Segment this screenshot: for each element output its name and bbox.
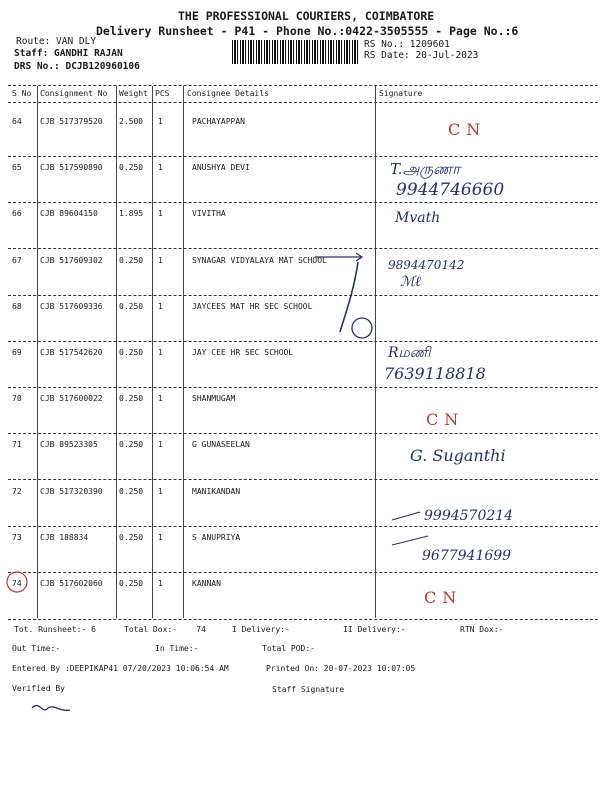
- cell-consignee: SHANMUGAM: [192, 394, 236, 403]
- cell-consignment: CJB 517379520: [40, 117, 103, 126]
- cell-sno: 66: [12, 209, 22, 218]
- drs-number: DRS No.: DCJB120960106: [14, 61, 140, 72]
- cell-weight: 0.250: [119, 302, 144, 311]
- cell-sno: 64: [12, 117, 22, 126]
- cell-consignee: MANIKANDAN: [192, 487, 241, 496]
- cell-consignment: CJB 517542620: [40, 348, 103, 357]
- total-pod: Total POD:-: [262, 644, 315, 653]
- signature-65-phone: 9944746660: [396, 180, 505, 200]
- column-header-pcs: PCS: [155, 89, 170, 98]
- column-header-consignee: Consignee Details: [187, 89, 269, 98]
- cell-consignment: CJB 517609302: [40, 256, 103, 265]
- cell-weight: 2.500: [119, 117, 144, 126]
- column-header-sno: S No: [12, 89, 32, 98]
- cell-consignment: CJB 517600022: [40, 394, 103, 403]
- cell-pcs: 1: [158, 163, 163, 172]
- cell-weight: 0.250: [119, 533, 144, 542]
- cell-pcs: 1: [158, 533, 163, 542]
- cell-consignment: CJB 89604150: [40, 209, 98, 218]
- cell-pcs: 1: [158, 348, 163, 357]
- signature-73: 9677941699: [422, 548, 512, 564]
- cell-consignment: CJB 188834: [40, 533, 89, 542]
- cell-pcs: 1: [158, 209, 163, 218]
- staff-signature: Staff Signature: [272, 685, 345, 694]
- in-time: In Time:-: [155, 644, 199, 653]
- cell-pcs: 1: [158, 302, 163, 311]
- cell-consignee: G GUNASEELAN: [192, 440, 250, 449]
- cell-consignee: S ANUPRIYA: [192, 533, 241, 542]
- cell-consignee: VIVITHA: [192, 209, 226, 218]
- signature-67-scribble: ℳℓ: [400, 274, 421, 290]
- staff-label: Staff: GANDHI RAJAN: [14, 48, 123, 59]
- signature-69-phone: 7639118818: [384, 364, 486, 383]
- verified-by: Verified By: [12, 684, 65, 693]
- ii-delivery: II Delivery:-: [343, 625, 406, 634]
- signature-67: 9894470142: [388, 258, 465, 272]
- cell-weight: 1.895: [119, 209, 144, 218]
- cell-weight: 0.250: [119, 394, 144, 403]
- total-runsheet: Tot. Runsheet:- 6: [14, 625, 96, 634]
- company-title: THE PROFESSIONAL COURIERS, COIMBATORE: [178, 9, 435, 23]
- cell-consignee: JAY CEE HR SEC SCHOOL: [192, 348, 294, 357]
- cell-consignee: PACHAYAPPAN: [192, 117, 245, 126]
- cell-pcs: 1: [158, 117, 163, 126]
- entered-by: Entered By :DEEPIKAP41 07/20/2023 10:06:54 AM: [12, 664, 229, 673]
- runsheet-subtitle: Delivery Runsheet - P41 - Phone No.:0422-3505555 - Page No.:6: [96, 24, 519, 38]
- column-header-weight: Weight: [119, 89, 148, 98]
- cell-sno: 69: [12, 348, 22, 357]
- cell-weight: 0.250: [119, 163, 144, 172]
- signature-65-name: T.அருணா: [390, 160, 461, 178]
- rs-number: RS No.: 1209601: [364, 39, 450, 50]
- cell-consignment: CJB 517602060: [40, 579, 103, 588]
- cell-consignee: KANNAN: [192, 579, 221, 588]
- column-header-consignment: Consignment No: [40, 89, 108, 98]
- cell-weight: 0.250: [119, 487, 144, 496]
- cell-sno: 74: [12, 579, 22, 588]
- cell-consignment: CJB 89523305: [40, 440, 98, 449]
- cell-consignment: CJB 517609336: [40, 302, 103, 311]
- rtn-dox: RTN Dox:-: [460, 625, 504, 634]
- cell-pcs: 1: [158, 487, 163, 496]
- printed-on: Printed On: 20-07-2023 10:07:05: [266, 664, 416, 673]
- cell-sno: 72: [12, 487, 22, 496]
- cell-weight: 0.250: [119, 579, 144, 588]
- cell-sno: 67: [12, 256, 22, 265]
- cell-consignment: CJB 517590890: [40, 163, 103, 172]
- cell-weight: 0.250: [119, 256, 144, 265]
- cell-pcs: 1: [158, 256, 163, 265]
- cell-sno: 68: [12, 302, 22, 311]
- signature-66: Mvath: [395, 210, 441, 226]
- cell-sno: 70: [12, 394, 22, 403]
- i-delivery: I Delivery:-: [232, 625, 290, 634]
- signature-69-name: Rமணி: [388, 345, 431, 361]
- column-header-signature: Signature: [379, 89, 423, 98]
- signature-70: CN: [426, 410, 465, 429]
- rs-date: RS Date: 20-Jul-2023: [364, 50, 479, 61]
- out-time: Out Time:-: [12, 644, 61, 653]
- signature-64: CN: [448, 120, 487, 139]
- route-label: Route: VAN DLY: [16, 36, 97, 47]
- total-dox: Total Dox:- 74: [124, 625, 206, 634]
- cell-pcs: 1: [158, 440, 163, 449]
- cell-consignee: JAYCEES MAT HR SEC SCHOOL: [192, 302, 313, 311]
- cell-sno: 71: [12, 440, 22, 449]
- cell-consignment: CJB 517320390: [40, 487, 103, 496]
- signature-71: G. Suganthi: [410, 446, 506, 465]
- cell-pcs: 1: [158, 394, 163, 403]
- cell-sno: 73: [12, 533, 22, 542]
- cell-weight: 0.250: [119, 348, 144, 357]
- cell-consignee: ANUSHYA DEVI: [192, 163, 250, 172]
- signature-72: 9994570214: [424, 508, 514, 524]
- cell-consignee: SYNAGAR VIDYALAYA MAT SCHOOL: [192, 256, 327, 265]
- cell-weight: 0.250: [119, 440, 144, 449]
- signature-74: CN: [424, 588, 463, 607]
- cell-sno: 65: [12, 163, 22, 172]
- cell-pcs: 1: [158, 579, 163, 588]
- footer-rule: [8, 619, 598, 620]
